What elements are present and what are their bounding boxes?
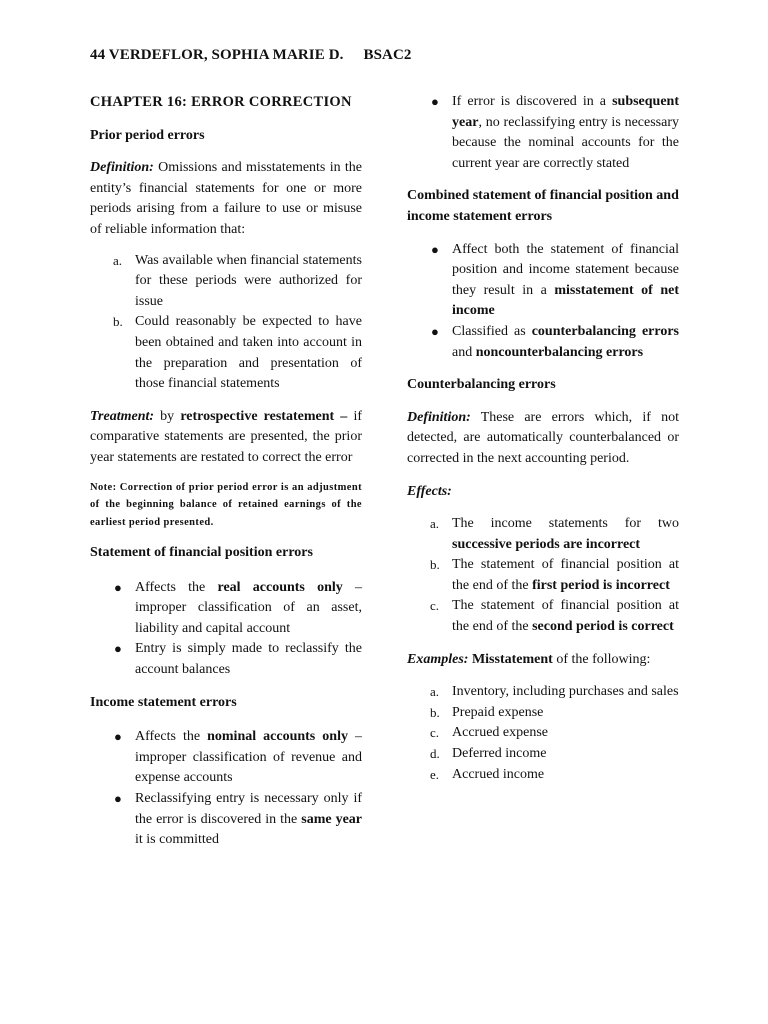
- bullet-icon: ●: [431, 94, 439, 109]
- student-name: 44 VERDEFLOR, SOPHIA MARIE D.: [90, 47, 344, 63]
- definition-list: [90, 251, 362, 395]
- list-item: a. Inventory, including purchases and sales: [430, 684, 679, 700]
- list-item: [90, 312, 362, 394]
- income-statement-heading: Income statement errors: [90, 694, 237, 710]
- chapter-title: CHAPTER 16: ERROR CORRECTION: [90, 94, 352, 110]
- cb-definition-paragraph: Definition: These are errors which, if not detected, are automatically counterbalanced or corrected in the next accounting period.: [407, 409, 679, 466]
- list-item-text: Was available when financial statements for these periods were authorized for issue: [135, 252, 362, 309]
- bullet-icon: ●: [114, 579, 122, 595]
- sfp-errors-heading: Statement of financial position errors: [90, 545, 313, 560]
- combined-bullet-list: [407, 240, 679, 364]
- list-item: d. Deferred income: [430, 746, 547, 762]
- counterbalancing-heading: Counterbalancing errors: [407, 377, 556, 393]
- document-header: [90, 47, 412, 64]
- list-item: e. Accrued income: [430, 766, 545, 782]
- course-code: BSAC2: [363, 47, 412, 63]
- effects-label: Effects:: [407, 483, 452, 499]
- list-item: ● Classified as counterbalancing errors and noncounterbalancing errors: [431, 323, 680, 360]
- examples-list: [407, 682, 679, 785]
- list-item: a. The income statements for two successive periods are incorrect: [430, 516, 679, 552]
- definition-paragraph: [90, 158, 362, 240]
- list-item: b. Prepaid expense: [430, 704, 544, 720]
- list-item: ● Reclassifying entry is necessary only if the error is discovered in the same year it is committed: [114, 790, 362, 848]
- subsequent-year-list: [407, 92, 679, 174]
- list-marker: b.: [113, 314, 123, 330]
- list-item: ● Affects the nominal accounts only – improper classification of revenue and expense accounts: [114, 729, 362, 786]
- list-item: b. The statement of financial position at the end of the first period is incorrect: [430, 557, 679, 593]
- bullet-icon: ●: [114, 729, 122, 745]
- definition-label: Definition:: [90, 160, 154, 176]
- treatment-label: Treatment:: [90, 408, 155, 424]
- list-item: ● If error is discovered in a subsequent year, no reclassifying entry is necessary because the nominal accounts for the current year are correctly stated: [431, 94, 679, 171]
- list-item-text: Could reasonably be expected to have been obtained and taken into account in the preparation and presentation of those financial statements: [135, 314, 362, 392]
- bullet-icon: ●: [431, 241, 439, 257]
- bullet-icon: ●: [114, 790, 122, 806]
- bullet-icon: ●: [114, 641, 122, 657]
- list-marker: a.: [113, 252, 123, 268]
- note-paragraph: Note: Correction of prior period error is an adjustment of the beginning balance of retained earnings of the earliest period presented.: [90, 481, 362, 528]
- examples-paragraph: Examples: Misstatement of the following:: [407, 651, 651, 667]
- sfp-bullet-list: [90, 578, 362, 681]
- list-item: ● Affects the real accounts only – improper classification of an asset, liability and capital account: [114, 579, 362, 636]
- combined-errors-heading: Combined statement of financial position and income statement errors: [407, 188, 679, 224]
- bullet-icon: ●: [431, 323, 439, 339]
- treatment-bold: retrospective restatement –: [180, 408, 348, 424]
- right-column: [407, 92, 679, 785]
- is-bullet-list: [90, 727, 362, 851]
- definition-text: Omissions and misstatements in the entity’s financial statements for one or more periods arising from a failure to use or misuse of reliable information that:: [90, 160, 362, 237]
- list-item: c. The statement of financial position at the end of the second period is correct: [430, 598, 679, 635]
- list-item: [90, 251, 362, 313]
- left-column: [90, 92, 362, 851]
- prior-period-heading: Prior period errors: [90, 127, 205, 143]
- list-item: ● Entry is simply made to reclassify the account balances: [114, 641, 362, 677]
- effects-list: [407, 514, 679, 638]
- list-item: c. Accrued expense: [430, 725, 549, 741]
- treatment-paragraph: Treatment: by retrospective restatement – if comparative statements are presented, the prior year statements are restated to correct the error: [90, 408, 363, 465]
- list-item: ● Affect both the statement of financial position and income statement because they result in a misstatement of net income: [431, 241, 679, 319]
